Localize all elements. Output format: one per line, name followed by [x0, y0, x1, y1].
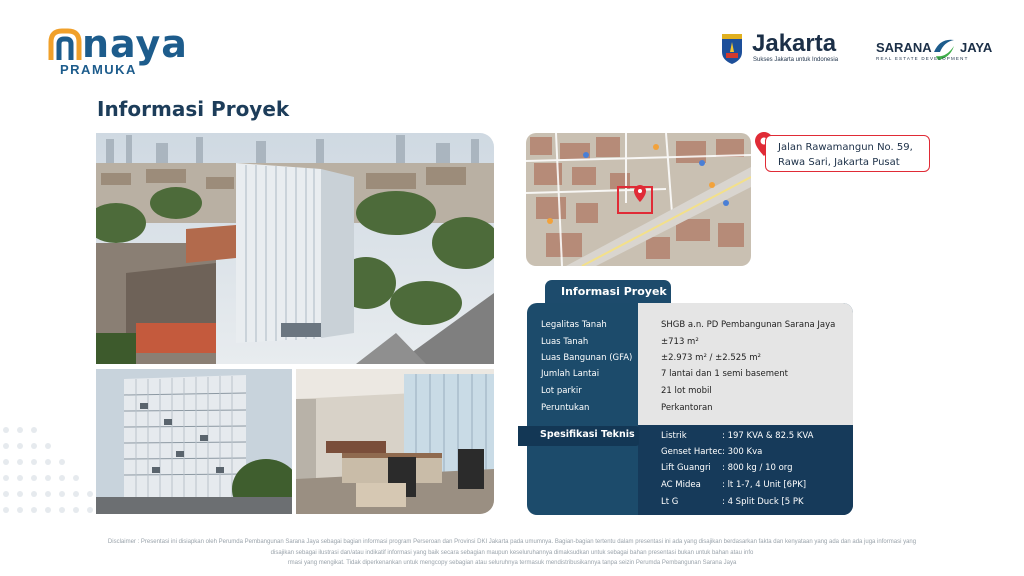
disclaimer-line-1: Disclaimer : Presentasi ini disiapkan oleh Perumda Pembangunan Sarana Jaya sebagai bagian informasi program Perseroan dan Provinsi DKI Jakarta pada umumnya. Bagian-bagian tertentu dalam presentasi ini ada yang disajikan berdasarkan fakta dan kenyataan yang ada dan ada juga informasi yang [107, 539, 917, 545]
sarana-jaya-logo [874, 36, 994, 64]
spec-row-label: Lift Guangri [661, 463, 711, 473]
spec-panel-tab: Spesifikasi Teknis [518, 426, 639, 446]
disclaimer-line-2: disajikan sebagai ilustrasi dan/atau indikatif informasi yang baik secara sebagian maupun keseluruhannya dimaksudkan untuk sebagai bahan presentasi bukan untuk bahan atau info [270, 549, 754, 556]
building-facade-photo [96, 369, 292, 514]
info-row-label: Peruntukan [541, 403, 590, 413]
info-row-value: ±2.973 m² / ±2.525 m² [661, 353, 761, 363]
spec-row-value: : lt 1-7, 4 Unit [6PK] [722, 480, 807, 490]
spec-row-label: Lt G [661, 497, 679, 507]
jakarta-tagline: Sukses Jakarta untuk Indonesia [753, 57, 839, 63]
jakarta-wordmark: Jakarta [752, 30, 837, 57]
info-row-value: 21 lot mobil [661, 386, 712, 396]
naya-subtitle: PRAMUKA [60, 62, 137, 77]
info-row-value: ±713 m² [661, 337, 699, 347]
disclaimer-line-3: rmasi yang mengikat. Tidak diperkenankan untuk mengcopy sebagian atau seluruhnya termasuk mendistribusikannya tanpa seizin Perumda Pembangunan Sarana Jaya [287, 560, 737, 566]
info-row-label: Lot parkir [541, 386, 582, 396]
info-row-value: Perkantoran [661, 403, 713, 413]
info-row-label: Jumlah Lantai [541, 369, 600, 379]
office-interior-photo [296, 369, 494, 514]
info-panel-tab: Informasi Proyek [545, 280, 671, 304]
info-row-label: Legalitas Tanah [541, 320, 607, 330]
spec-row-label: AC Midea [661, 480, 701, 490]
spec-row-value: : 197 KVA & 82.5 KVA [722, 431, 814, 441]
location-map[interactable] [526, 133, 751, 266]
page-title: Informasi Proyek [97, 97, 290, 121]
jakarta-logo [720, 30, 850, 68]
address-line-2: Rawa Sari, Jakarta Pusat [778, 157, 900, 168]
address-box [765, 135, 930, 172]
info-row-label: Luas Bangunan (GFA) [541, 353, 633, 363]
info-row-value: SHGB a.n. PD Pembangunan Sarana Jaya [661, 320, 836, 330]
naya-mark-icon [48, 28, 84, 62]
disclaimer [40, 537, 984, 569]
address-line-1: Jalan Rawamangun No. 59, [778, 142, 913, 153]
spec-row-label: Genset Hartec [661, 447, 723, 457]
spec-row-value: : 4 Split Duck [5 PK [722, 497, 804, 507]
info-row-value: 7 lantai dan 1 semi basement [661, 369, 788, 379]
sarana-wordmark-left: SARANA [876, 40, 932, 55]
naya-wordmark: naya [82, 22, 188, 66]
sarana-jaya-subtitle: REAL ESTATE DEVELOPMENT [876, 56, 969, 61]
naya-pramuka-logo [48, 22, 188, 78]
spec-row-value: : 300 Kva [722, 447, 763, 457]
jakarta-crest-icon [720, 34, 744, 64]
sarana-wordmark-right: JAYA [960, 40, 993, 55]
building-aerial-photo [96, 133, 494, 364]
info-row-label: Luas Tanah [541, 337, 589, 347]
spec-row-label: Listrik [661, 431, 687, 441]
spec-row-value: : 800 kg / 10 org [722, 463, 793, 473]
